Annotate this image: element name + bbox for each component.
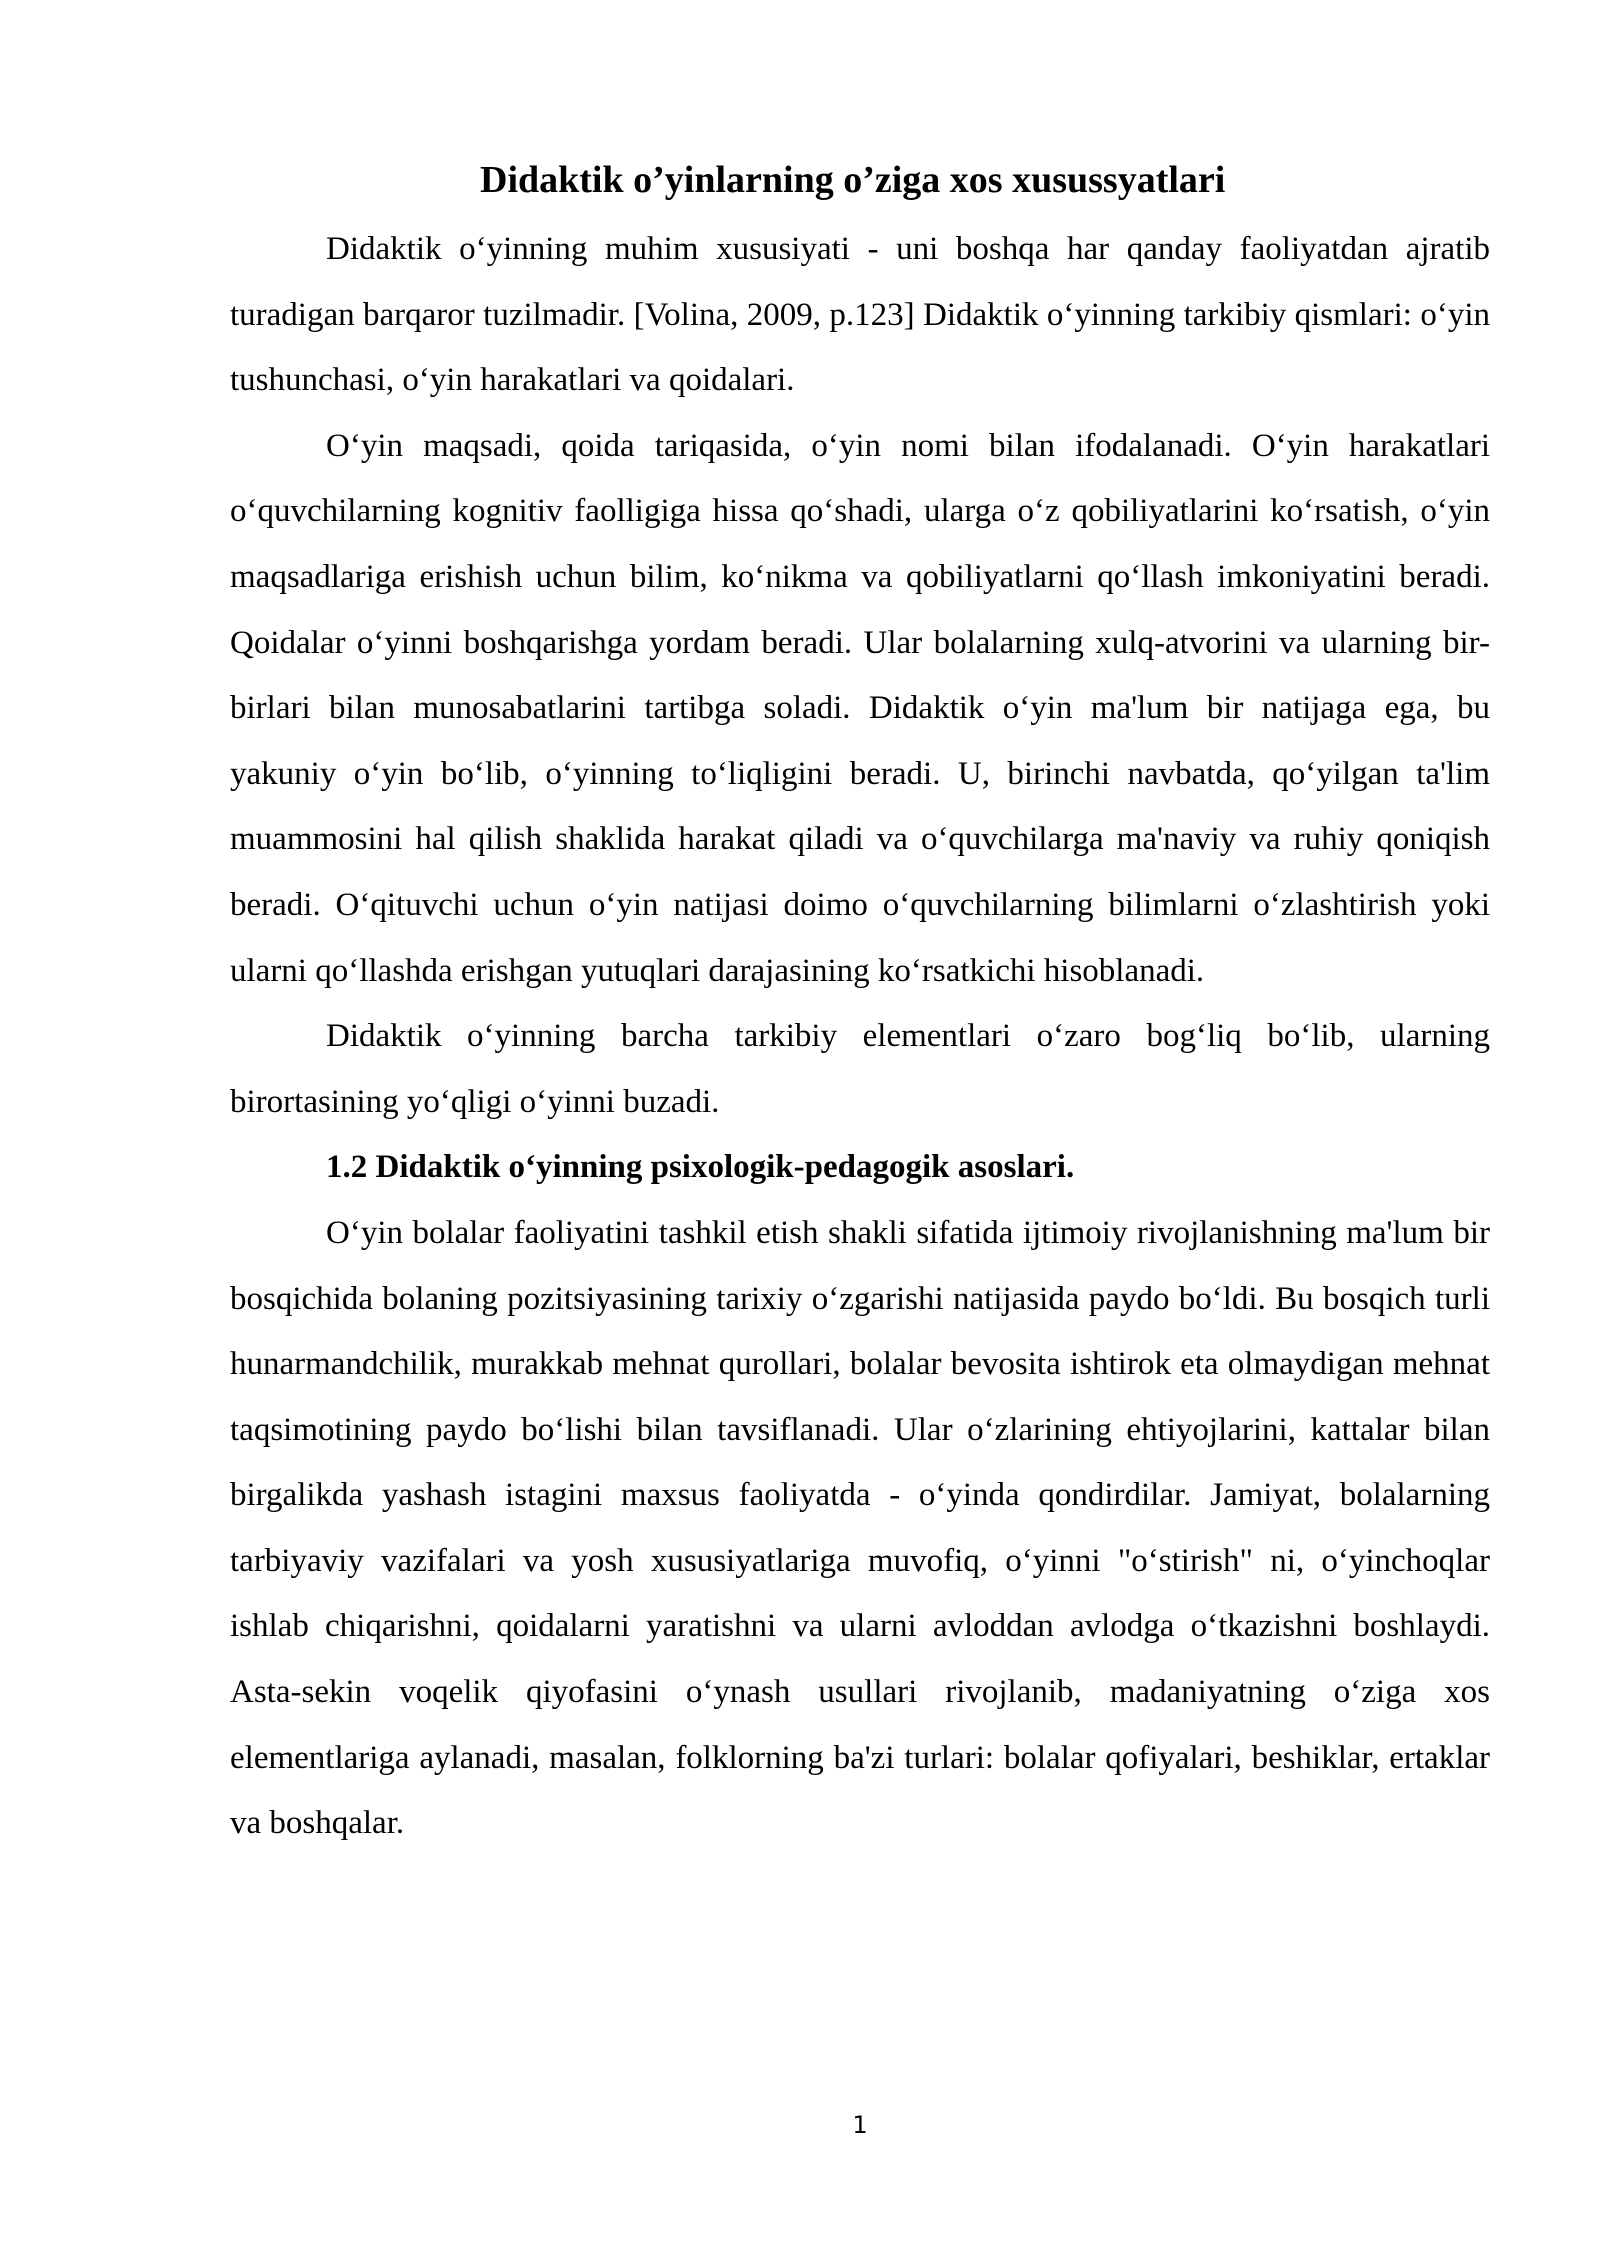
document-title: Didaktik o’yinlarning o’ziga xos xusussyatlari: [480, 159, 1226, 201]
page-number: 1: [852, 2111, 868, 2139]
document-body: [230, 217, 1490, 1857]
paragraph: O‘yin bolalar faoliyatini tashkil etish shakli sifatida ijtimoiy rivojlanishning ma'lum bir bosqichida bolaning pozitsiyasining tarixiy o‘zgarishi natijasida paydo bo‘ldi. Bu bosqich turli hunarmandchilik, murakkab mehnat qurollari, bolalar bevosita ishtirok eta olmaydigan mehnat taqsimotining paydo bo‘lishi bilan tavsiflanadi. Ular o‘zlarining ehtiyojlarini, kattalar bilan birgalikda yashash istagini maxsus faoliyatda - o‘yinda qondirdilar. Jamiyat, bolalarning tarbiyaviy vazifalari va yosh xususiyatlariga muvofiq, o‘yinni "o‘stirish" ni, o‘yinchoqlar ishlab chiqarishni, qoidalarni yaratishni va ularni avloddan avlodga o‘tkazishni boshlaydi. Asta-sekin voqelik qiyofasini o‘ynash usullari rivojlanib, madaniyatning o‘ziga xos elementlariga aylanadi, masalan, folklorning ba'zi turlari: bolalar qofiyalari, beshiklar, ertaklar va boshqalar.: [230, 1214, 1490, 1842]
section-heading: 1.2 Didaktik o‘yinning psixologik-pedagogik asoslari.: [326, 1149, 1075, 1186]
paragraph: O‘yin maqsadi, qoida tariqasida, o‘yin nomi bilan ifodalanadi. O‘yin harakatlari o‘quvchilarning kognitiv faolligiga hissa qo‘shadi, ularga o‘z qobiliyatlarini ko‘rsatish, o‘yin maqsadlariga erishish uchun bilim, ko‘nikma va qobiliyatlarni qo‘llash imkoniyatini beradi. Qoidalar o‘yinni boshqarishga yordam beradi. Ular bolalarning xulq-atvorini va ularning bir-birlari bilan munosabatlarini tartibga soladi. Didaktik o‘yin ma'lum bir natijaga ega, bu yakuniy o‘yin bo‘lib, o‘yinning to‘liqligini beradi. U, birinchi navbatda, qo‘yilgan ta'lim muammosini hal qilish shaklida harakat qiladi va o‘quvchilarga ma'naviy va ruhiy qoniqish beradi. O‘qituvchi uchun o‘yin natijasi doimo o‘quvchilarning bilimlarni o‘zlashtirish yoki ularni qo‘llashda erishgan yutuqlari darajasining ko‘rsatkichi hisoblanadi.: [230, 427, 1490, 989]
paragraph: Didaktik o‘yinning barcha tarkibiy elementlari o‘zaro bog‘liq bo‘lib, ularning birortasining yo‘qligi o‘yinni buzadi.: [230, 1018, 1490, 1120]
paragraph: Didaktik o‘yinning muhim xususiyati - uni boshqa har qanday faoliyatdan ajratib turadigan barqaror tuzilmadir. [Volina, 2009, p.123] Didaktik o‘yinning tarkibiy qismlari: o‘yin tushunchasi, o‘yin harakatlari va qoidalari.: [230, 231, 1490, 399]
